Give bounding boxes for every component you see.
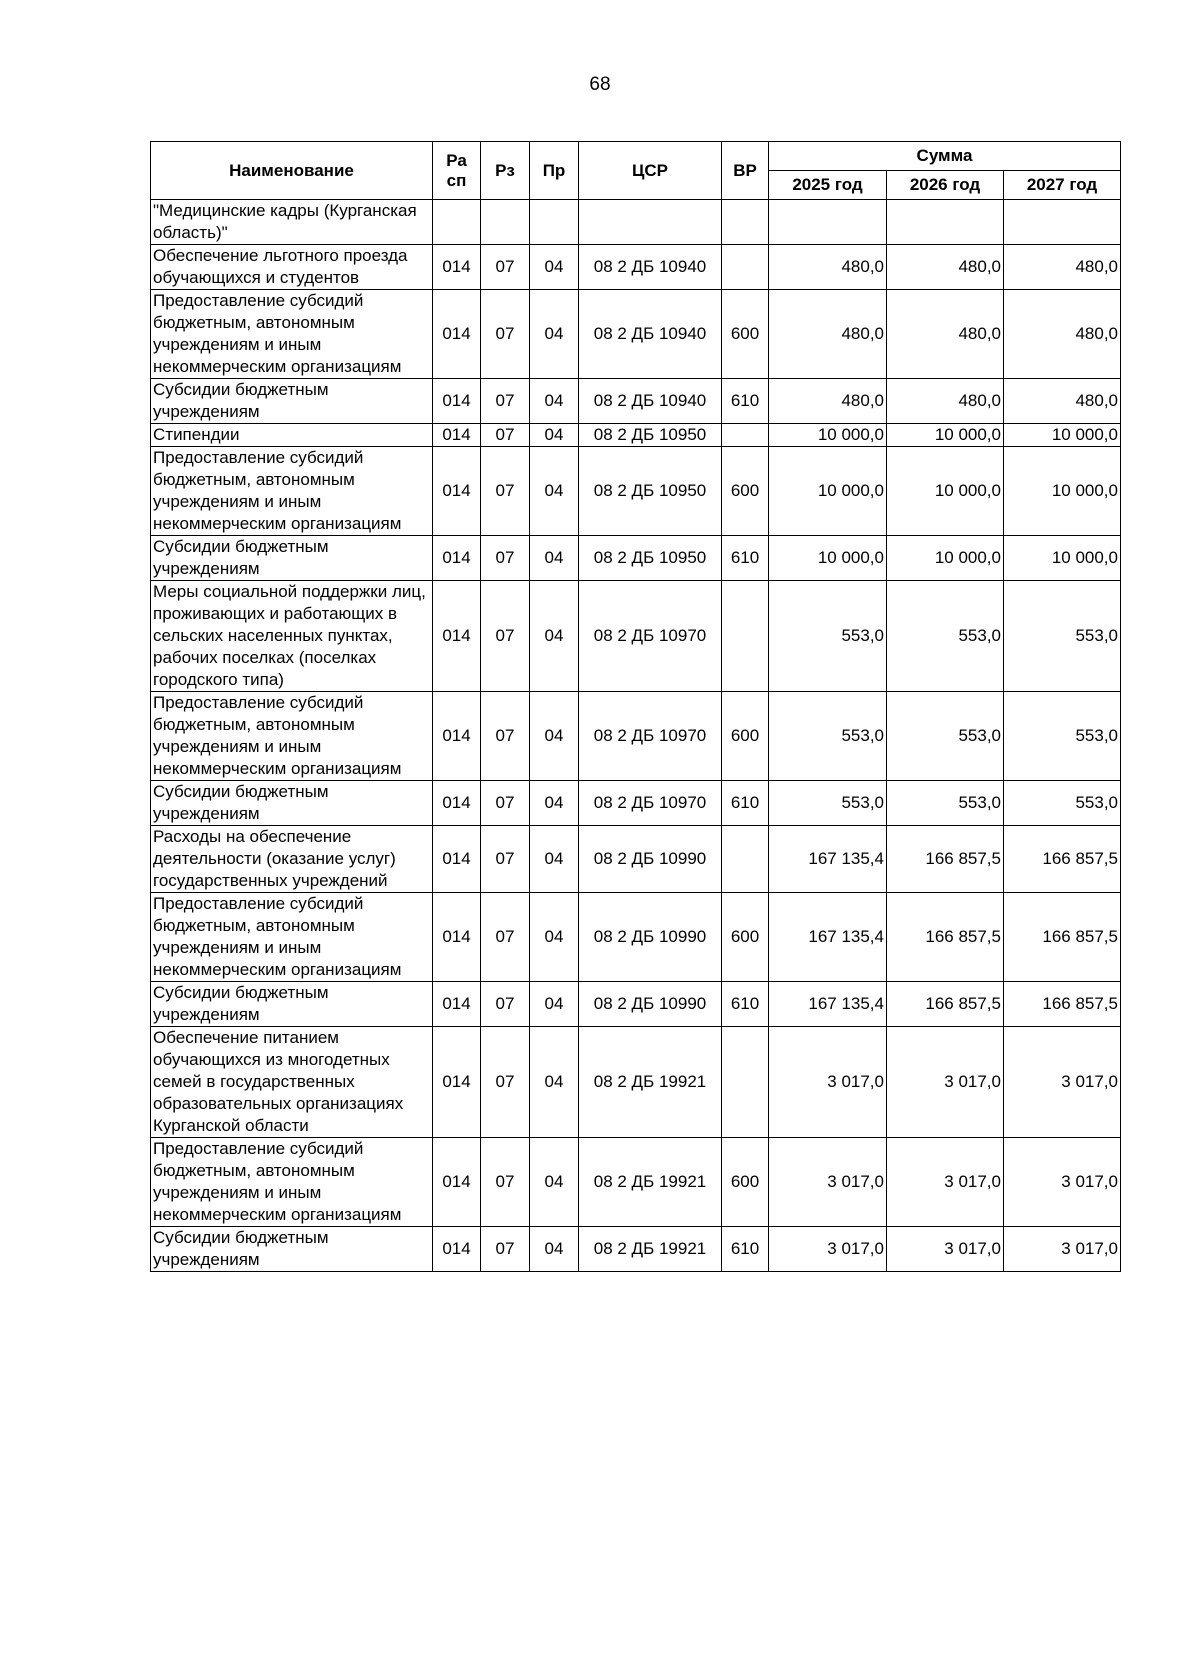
cell-2027: 480,0: [1004, 245, 1121, 290]
header-csr: ЦСР: [579, 142, 722, 200]
header-2025: 2025 год: [769, 171, 887, 200]
cell-2027: 10 000,0: [1004, 447, 1121, 536]
cell-pr: 04: [530, 893, 579, 982]
cell-2026: [887, 200, 1004, 245]
cell-name: Предоставление субсидий бюджетным, автономным учреждениям и иным некоммерческим организациям: [151, 290, 433, 379]
header-name: Наименование: [151, 142, 433, 200]
table-row: [151, 581, 1121, 692]
header-2027: 2027 год: [1004, 171, 1121, 200]
cell-2027: 480,0: [1004, 379, 1121, 424]
table-row: [151, 424, 1121, 447]
cell-2027: 3 017,0: [1004, 1027, 1121, 1138]
cell-rasp: 014: [433, 379, 481, 424]
header-sum: Сумма: [769, 142, 1121, 171]
cell-2025: 3 017,0: [769, 1227, 887, 1272]
cell-2025: 10 000,0: [769, 424, 887, 447]
cell-name: Субсидии бюджетным учреждениям: [151, 1227, 433, 1272]
cell-pr: 04: [530, 1027, 579, 1138]
cell-name: Субсидии бюджетным учреждениям: [151, 536, 433, 581]
cell-name: Обеспечение питанием обучающихся из многодетных семей в государственных образовательных организациях Курганской области: [151, 1027, 433, 1138]
cell-pr: 04: [530, 290, 579, 379]
header-vr: ВР: [722, 142, 769, 200]
cell-2027: 10 000,0: [1004, 536, 1121, 581]
cell-2026: 553,0: [887, 781, 1004, 826]
table-header: [151, 142, 1121, 200]
cell-pr: [530, 200, 579, 245]
table-body: [151, 200, 1121, 1272]
cell-pr: 04: [530, 781, 579, 826]
cell-name: Предоставление субсидий бюджетным, автономным учреждениям и иным некоммерческим организациям: [151, 893, 433, 982]
table-row: [151, 1138, 1121, 1227]
cell-2026: 480,0: [887, 245, 1004, 290]
cell-rz: 07: [481, 893, 530, 982]
cell-2025: 10 000,0: [769, 447, 887, 536]
cell-2027: 3 017,0: [1004, 1138, 1121, 1227]
cell-pr: 04: [530, 536, 579, 581]
cell-rasp: 014: [433, 982, 481, 1027]
cell-2026: 480,0: [887, 379, 1004, 424]
cell-rasp: 014: [433, 692, 481, 781]
table-row: [151, 1027, 1121, 1138]
cell-rasp: 014: [433, 424, 481, 447]
cell-2027: 166 857,5: [1004, 982, 1121, 1027]
cell-2026: 10 000,0: [887, 536, 1004, 581]
cell-vr: 610: [722, 982, 769, 1027]
header-rz: Рз: [481, 142, 530, 200]
cell-rz: 07: [481, 692, 530, 781]
table-row: [151, 447, 1121, 536]
cell-2027: 553,0: [1004, 781, 1121, 826]
cell-vr: 610: [722, 536, 769, 581]
cell-2026: 480,0: [887, 290, 1004, 379]
cell-vr: [722, 245, 769, 290]
cell-pr: 04: [530, 581, 579, 692]
header-pr: Пр: [530, 142, 579, 200]
cell-vr: 600: [722, 1138, 769, 1227]
cell-rz: 07: [481, 1027, 530, 1138]
cell-2026: 3 017,0: [887, 1227, 1004, 1272]
page-number: 68: [589, 74, 611, 95]
cell-vr: 600: [722, 447, 769, 536]
table-row: [151, 781, 1121, 826]
cell-2027: 166 857,5: [1004, 893, 1121, 982]
cell-rasp: 014: [433, 536, 481, 581]
cell-vr: 600: [722, 290, 769, 379]
cell-vr: [722, 1027, 769, 1138]
cell-2026: 3 017,0: [887, 1027, 1004, 1138]
cell-vr: 610: [722, 781, 769, 826]
table-row: [151, 379, 1121, 424]
cell-pr: 04: [530, 826, 579, 893]
table-row: [151, 1227, 1121, 1272]
cell-2025: 480,0: [769, 379, 887, 424]
cell-csr: 08 2 ДБ 10950: [579, 447, 722, 536]
cell-2026: 553,0: [887, 581, 1004, 692]
cell-2025: 553,0: [769, 781, 887, 826]
table-row: [151, 245, 1121, 290]
cell-name: Субсидии бюджетным учреждениям: [151, 379, 433, 424]
budget-table: [150, 141, 1121, 1272]
cell-csr: 08 2 ДБ 10940: [579, 245, 722, 290]
table-row: [151, 893, 1121, 982]
cell-csr: 08 2 ДБ 19921: [579, 1138, 722, 1227]
cell-vr: [722, 581, 769, 692]
cell-name: Предоставление субсидий бюджетным, автономным учреждениям и иным некоммерческим организациям: [151, 447, 433, 536]
cell-rz: 07: [481, 290, 530, 379]
cell-name: Субсидии бюджетным учреждениям: [151, 781, 433, 826]
cell-rasp: 014: [433, 581, 481, 692]
cell-vr: [722, 826, 769, 893]
cell-2027: 166 857,5: [1004, 826, 1121, 893]
cell-rz: 07: [481, 379, 530, 424]
cell-2025: 3 017,0: [769, 1138, 887, 1227]
cell-rasp: 014: [433, 781, 481, 826]
cell-2027: [1004, 200, 1121, 245]
cell-vr: [722, 424, 769, 447]
cell-pr: 04: [530, 379, 579, 424]
cell-rz: 07: [481, 424, 530, 447]
cell-2026: 166 857,5: [887, 893, 1004, 982]
cell-pr: 04: [530, 1138, 579, 1227]
cell-rasp: 014: [433, 893, 481, 982]
cell-name: Расходы на обеспечение деятельности (оказание услуг) государственных учреждений: [151, 826, 433, 893]
cell-rz: [481, 200, 530, 245]
cell-pr: 04: [530, 692, 579, 781]
cell-csr: 08 2 ДБ 10940: [579, 290, 722, 379]
cell-pr: 04: [530, 982, 579, 1027]
table-row: [151, 826, 1121, 893]
cell-2025: 167 135,4: [769, 982, 887, 1027]
cell-2026: 553,0: [887, 692, 1004, 781]
cell-csr: 08 2 ДБ 10990: [579, 893, 722, 982]
cell-rz: 07: [481, 982, 530, 1027]
cell-pr: 04: [530, 424, 579, 447]
cell-2025: 480,0: [769, 245, 887, 290]
cell-csr: 08 2 ДБ 10950: [579, 424, 722, 447]
cell-csr: 08 2 ДБ 10970: [579, 781, 722, 826]
cell-2027: 3 017,0: [1004, 1227, 1121, 1272]
cell-2025: 3 017,0: [769, 1027, 887, 1138]
cell-rasp: 014: [433, 1027, 481, 1138]
cell-rasp: 014: [433, 1227, 481, 1272]
cell-rasp: [433, 200, 481, 245]
cell-rasp: 014: [433, 447, 481, 536]
cell-csr: 08 2 ДБ 19921: [579, 1027, 722, 1138]
cell-vr: 600: [722, 692, 769, 781]
cell-2026: 166 857,5: [887, 826, 1004, 893]
cell-pr: 04: [530, 1227, 579, 1272]
cell-2025: 167 135,4: [769, 826, 887, 893]
cell-2026: 10 000,0: [887, 447, 1004, 536]
cell-csr: [579, 200, 722, 245]
cell-csr: 08 2 ДБ 10990: [579, 982, 722, 1027]
cell-rz: 07: [481, 245, 530, 290]
cell-name: Предоставление субсидий бюджетным, автономным учреждениям и иным некоммерческим организациям: [151, 692, 433, 781]
cell-name: Меры социальной поддержки лиц, проживающих и работающих в сельских населенных пунктах, рабочих поселках (поселках городского типа): [151, 581, 433, 692]
cell-2025: 553,0: [769, 692, 887, 781]
cell-rz: 07: [481, 1227, 530, 1272]
cell-csr: 08 2 ДБ 19921: [579, 1227, 722, 1272]
cell-2026: 166 857,5: [887, 982, 1004, 1027]
cell-name: "Медицинские кадры (Курганская область)": [151, 200, 433, 245]
cell-2027: 480,0: [1004, 290, 1121, 379]
cell-2026: 3 017,0: [887, 1138, 1004, 1227]
cell-rz: 07: [481, 581, 530, 692]
cell-pr: 04: [530, 245, 579, 290]
cell-name: Обеспечение льготного проезда обучающихся и студентов: [151, 245, 433, 290]
header-2026: 2026 год: [887, 171, 1004, 200]
cell-csr: 08 2 ДБ 10940: [579, 379, 722, 424]
table-row: [151, 536, 1121, 581]
cell-vr: [722, 200, 769, 245]
cell-csr: 08 2 ДБ 10950: [579, 536, 722, 581]
cell-2025: 553,0: [769, 581, 887, 692]
table-row: [151, 290, 1121, 379]
cell-vr: 610: [722, 1227, 769, 1272]
cell-csr: 08 2 ДБ 10970: [579, 692, 722, 781]
cell-2027: 553,0: [1004, 581, 1121, 692]
table-row: [151, 200, 1121, 245]
table-row: [151, 982, 1121, 1027]
cell-rasp: 014: [433, 826, 481, 893]
table-row: [151, 692, 1121, 781]
cell-csr: 08 2 ДБ 10990: [579, 826, 722, 893]
cell-2026: 10 000,0: [887, 424, 1004, 447]
cell-csr: 08 2 ДБ 10970: [579, 581, 722, 692]
cell-rz: 07: [481, 447, 530, 536]
header-rasp: Ра сп: [433, 142, 481, 200]
cell-rz: 07: [481, 536, 530, 581]
cell-2027: 553,0: [1004, 692, 1121, 781]
cell-name: Предоставление субсидий бюджетным, автономным учреждениям и иным некоммерческим организациям: [151, 1138, 433, 1227]
cell-2027: 10 000,0: [1004, 424, 1121, 447]
cell-rasp: 014: [433, 1138, 481, 1227]
cell-rz: 07: [481, 1138, 530, 1227]
cell-name: Стипендии: [151, 424, 433, 447]
cell-2025: [769, 200, 887, 245]
cell-2025: 167 135,4: [769, 893, 887, 982]
cell-vr: 600: [722, 893, 769, 982]
cell-rasp: 014: [433, 245, 481, 290]
cell-name: Субсидии бюджетным учреждениям: [151, 982, 433, 1027]
cell-rz: 07: [481, 826, 530, 893]
cell-vr: 610: [722, 379, 769, 424]
cell-pr: 04: [530, 447, 579, 536]
cell-2025: 10 000,0: [769, 536, 887, 581]
cell-rz: 07: [481, 781, 530, 826]
cell-2025: 480,0: [769, 290, 887, 379]
cell-rasp: 014: [433, 290, 481, 379]
